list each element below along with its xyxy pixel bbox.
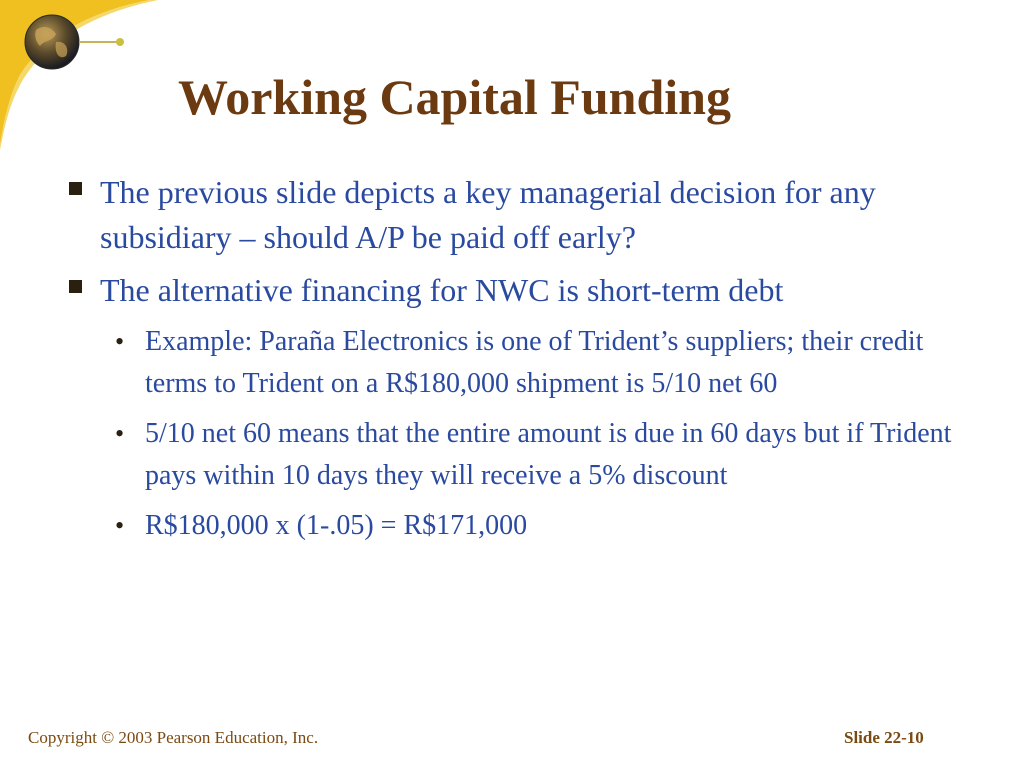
sub-bullet-text: 5/10 net 60 means that the entire amount is due in 60 days but if Trident pays within 10 days they will receive a 5% discount (145, 418, 952, 491)
sub-bullet-item (115, 321, 982, 405)
bullet-item (62, 268, 982, 313)
sub-bullet-text: R$180,000 x (1-.05) = R$171,000 (145, 510, 528, 541)
round-bullet-icon: • (115, 511, 125, 540)
footer-copyright: Copyright © 2003 Pearson Education, Inc. (28, 728, 319, 747)
round-bullet-icon: • (115, 327, 125, 356)
bullet-list (62, 170, 982, 555)
bullet-text: The previous slide depicts a key managerial decision for any subsidiary – should A/P be paid off early? (100, 174, 876, 255)
square-bullet-icon (69, 182, 82, 195)
globe-icon (22, 12, 132, 74)
slide-title: Working Capital Funding (178, 69, 731, 125)
sub-bullet-item (115, 505, 982, 547)
square-bullet-icon (69, 280, 82, 293)
bullet-text: The alternative financing for NWC is short-term debt (100, 272, 784, 308)
sub-bullet-item (115, 413, 982, 497)
footer-slide-number: Slide 22-10 (844, 728, 924, 747)
sub-bullet-text: Example: Paraña Electronics is one of Trident’s suppliers; their credit terms to Trident on a R$180,000 shipment is 5/10 net 60 (145, 326, 924, 399)
round-bullet-icon: • (115, 419, 125, 448)
bullet-item (62, 170, 982, 260)
